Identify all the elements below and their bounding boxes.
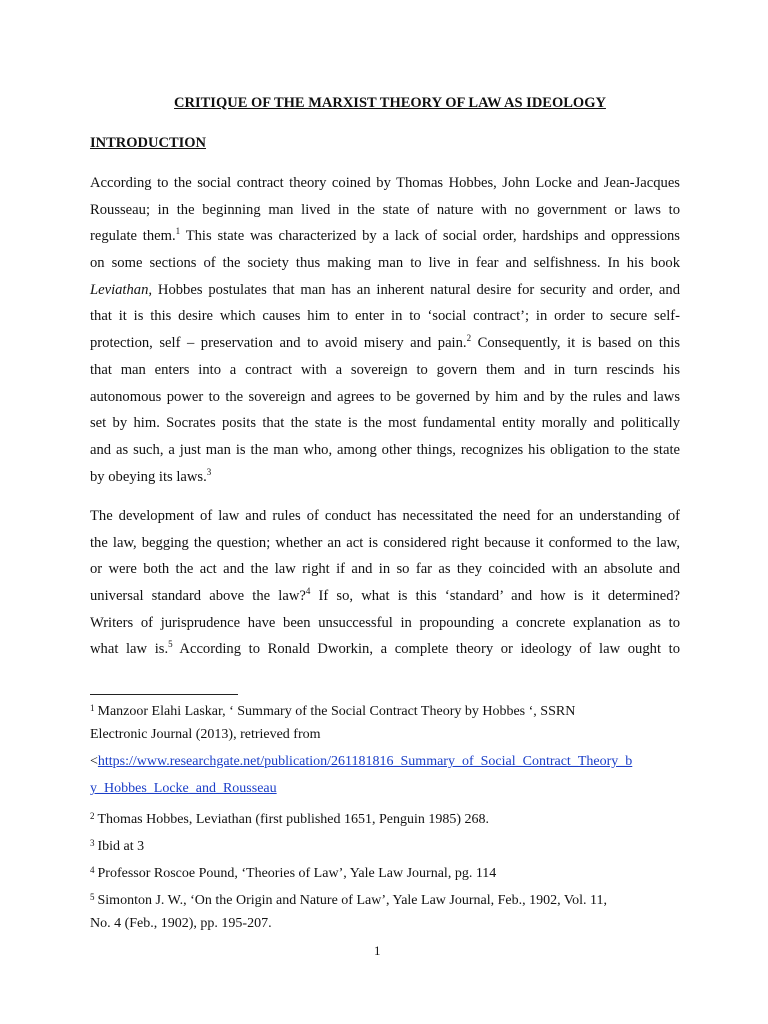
footnote-text: Thomas Hobbes, Leviathan (first published 1651, Penguin 1985) 268. [97, 812, 490, 827]
text-run: This state was characterized by a lack of social order, hardships and oppressions [180, 228, 680, 245]
paragraph-line: or were both the act and the law right if and in so far as they coincided with an absolute and [90, 561, 680, 578]
paragraph-1 [90, 170, 680, 490]
book-title: Leviathan, [90, 281, 153, 298]
paragraph-line [90, 330, 680, 357]
text-run: regulate them. [90, 228, 176, 245]
paragraph-line [90, 583, 680, 610]
footnote-1-link-line-2 [90, 780, 685, 798]
page-number: 1 [374, 943, 381, 958]
link-prefix: < [90, 754, 98, 769]
researchgate-link[interactable]: https://www.researchgate.net/publication/261181816_Summary_of_Social_Contract_Theory_b [97, 754, 633, 769]
footnote-2 [90, 807, 685, 829]
footnote-ref[interactable]: 4 [305, 586, 311, 597]
researchgate-link-cont[interactable]: y_Hobbes_Locke_and_Rousseau [90, 781, 277, 796]
footnote-4 [90, 861, 685, 883]
paragraph-line: set by him. Socrates posits that the state is the most fundamental entity morally and politically [90, 415, 680, 432]
footnote-text: Simonton J. W., ‘On the Origin and Nature of Law’, Yale Law Journal, Feb., 1902, Vol. 11, [97, 893, 608, 908]
footnote-ref[interactable]: 3 [206, 466, 212, 477]
footnote-mark: 1 [90, 703, 95, 713]
footnote-3 [90, 834, 685, 856]
footnote-mark: 4 [90, 865, 95, 875]
text-run: universal standard above the law? [90, 588, 306, 605]
footnote-text: Ibid at 3 [97, 839, 145, 854]
footnote-1-link-line [90, 753, 685, 771]
footnote-mark: 3 [90, 838, 95, 848]
paragraph-line: that man enters into a contract with a sovereign to govern them and in turn rescinds his [90, 361, 680, 378]
paragraph-line: According to the social contract theory coined by Thomas Hobbes, John Locke and Jean-Jacques [90, 175, 680, 191]
text-run: Consequently, it is based on this [471, 335, 680, 352]
footnote-ref[interactable]: 5 [168, 639, 173, 650]
paragraph-line: autonomous power to the sovereign and agrees to be governed by him and by the rules and laws [90, 388, 680, 405]
text-run: protection, self – preservation and to avoid misery and pain. [90, 335, 467, 352]
paragraph-line [90, 464, 680, 491]
footnote-1-cont: Electronic Journal (2013), retrieved from [90, 727, 321, 742]
text-run: If so, what is this ‘standard’ and how is it determined? [310, 588, 680, 605]
paragraph-line: on some sections of the society thus making man to live in fear and selfishness. In his book [90, 255, 680, 272]
paragraph-line: and as such, a just man is the man who, among other things, recognizes his obligation to the state [90, 441, 680, 458]
paragraph-line: the law, begging the question; whether an act is considered right because it conformed to the law, [90, 534, 680, 551]
text-run: Hobbes postulates that man has an inherent natural desire for security and order, and [152, 281, 680, 298]
footnote-5-cont: No. 4 (Feb., 1902), pp. 195-207. [90, 916, 272, 931]
paragraph-line [90, 636, 680, 663]
section-heading: INTRODUCTION [90, 135, 207, 151]
paragraph-line: that it is this desire which causes him to enter in to ‘social contract’; in order to secure self- [90, 308, 680, 325]
paragraph-line: The development of law and rules of conduct has necessitated the need for an understanding of [90, 508, 680, 524]
paragraph-line: Writers of jurisprudence have been unsuccessful in propounding a concrete explanation as to [90, 614, 680, 631]
footnote-mark: 5 [90, 892, 95, 902]
paragraph-line [90, 277, 680, 304]
paragraph-line: Rousseau; in the beginning man lived in the state of nature with no government or laws to [90, 201, 680, 218]
paragraph-2 [90, 503, 680, 663]
text-run: According to Ronald Dworkin, a complete theory or ideology of law ought to [172, 641, 680, 658]
paragraph-line [90, 223, 680, 250]
footnote-text: Manzoor Elahi Laskar, ‘ Summary of the Social Contract Theory by Hobbes ‘, SSRN [97, 704, 576, 719]
footnote-5 [90, 888, 685, 910]
document-title: CRITIQUE OF THE MARXIST THEORY OF LAW AS IDEOLOGY [174, 95, 606, 111]
footnote-divider [90, 694, 238, 695]
text-run: by obeying its laws. [90, 468, 207, 485]
text-run: what law is. [90, 641, 169, 658]
footnote-ref[interactable]: 2 [466, 333, 472, 344]
footnote-ref[interactable]: 1 [175, 226, 181, 237]
footnote-1 [90, 699, 685, 721]
footnote-mark: 2 [90, 811, 95, 821]
footnote-text: Professor Roscoe Pound, ‘Theories of Law’, Yale Law Journal, pg. 114 [97, 866, 497, 881]
